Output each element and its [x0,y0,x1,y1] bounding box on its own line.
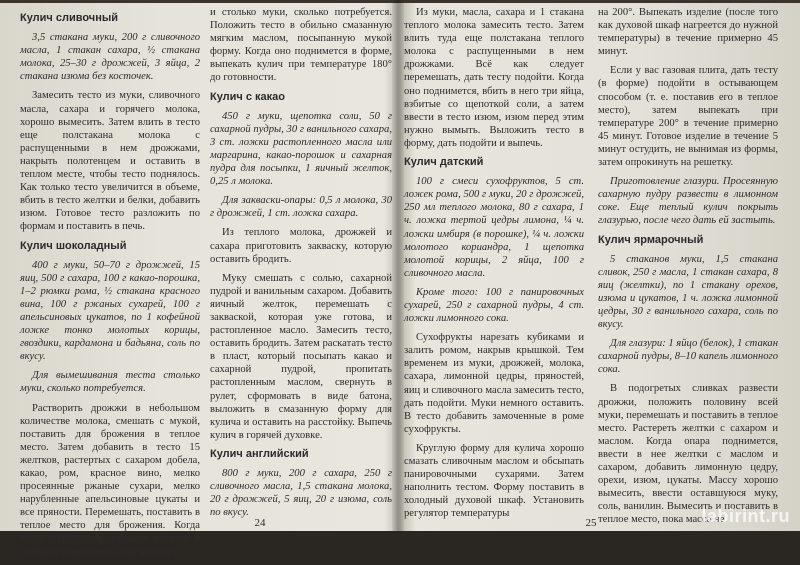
recipe-title: Кулич с какао [210,90,286,103]
page-number-right: 25 [585,517,597,529]
ingredients-text: 5 стаканов муки, 1,5 стакана сливок, 250 г масла, 1 стакан сахара, 8 яиц (желтки), по 1 стакану орехов, изюма и цукатов, 1 ч. ложка лимонной цедры, 30 г ванильного сахара, соль по вкусу. [598,253,778,331]
book-gutter [392,0,404,531]
ingredients-text: 100 г смеси сухофруктов, 5 ст. ложек рома, 500 г муки, 20 г дрожжей, 250 мл теплого молока, 80 г сахара, 1 ч. ложка тертой цедры лимона, ¼ ч. ложки имбиря (в порошке), ¼ ч. ложки молотого кориандра, 1 щепотка молотой корицы, 2 яйца, 100 г сливочного масла. [404,176,584,279]
recipe-title: Кулич шоколадный [20,239,127,252]
page-number-left: 24 [254,517,266,529]
recipe-title: Кулич английский [210,447,309,460]
recipe-title: Кулич датский [404,156,484,169]
ingredients-text: 450 г муки, щепотка соли, 50 г сахарной пудры, 30 г ванильного сахара, 3 ст. ложки растопленного масла или маргарина, какао-порошок и сахарная пудра для посыпки, 1 яичный желток, 0,25 л молока. [210,110,392,188]
ingredients-text: Для закваски-опары: 0,5 л молока, 30 г дрожжей, 1 ст. ложка сахара. [210,195,392,220]
instruction-text: и столько муки, сколько потребуется. Положить тесто в обильно смазанную мягким маслом, посыпанную мукой форму. Когда оно поднимется в форме, выпекать кулич при температуре 180° до готовности. [210,7,392,84]
instruction-text: Растворить дрожжи в небольшом количестве молока, смешать с мукой, поставить для брожения в теплое место. Затем добавить в тесто 15 желтков, растертых с сахаром добела, какао, ром, красное вино, мелко просеянные ржаные сухари, мелко нарубленные апельсиновые цукаты и все пряности. Перемешать, поставить в теплое место для брожения. Когда тесто поднимется, добавить взбитые в стойкую пену белки, соль по вкусу [20,402,200,558]
instruction-text: Замесить тесто из муки, сливочного масла, сахара и горячего молока, хорошо вымесить. Затем влить в тесто еще полстакана молока с распущенными в нем дрожжами, накрыть полотенцем и оставить в теплом месте, чтобы тесто поднялось. Как только тесто увеличится в объеме, вбить в тесто желтки и белки, добавить изюм. Готовое тесто разложить по формам и поставить в печь. [20,90,200,233]
ingredients-text: Приготовление глазури. Просеянную сахарную пудру развести в лимонном соке. Еще теплый кулич покрыть глазурью, после чего дать ей застыть. [598,176,778,227]
ingredients-text: Для глазури: 1 яйцо (белок), 1 стакан сахарной пудры, 8–10 капель лимонного сока. [598,338,778,376]
left-page-column-1 [20,6,200,565]
recipe-title: Кулич ярмарочный [598,233,704,246]
instruction-text: Из теплого молока, дрожжей и сахара приготовить закваску, которую оставить бродить. [210,227,392,265]
right-page-column-1 [404,6,584,526]
instruction-text: Из муки, масла, сахара и 1 стакана теплого молока замесить тесто. Затем влить туда еще полстакана теплого молока с распущенными в нем дрожжами. Всё как следует перемешать, дать тесту подойти. Когда оно поднимется, вбить в него три яйца, взбитые со щепоткой соли, а затем ввести в тесто изюм, изюм перед этим нужно вымыть. Выложить тесто в форму, дать подойти и выпечь. [404,7,584,149]
ingredients-text: 400 г муки, 50–70 г дрожжей, 15 яиц, 500 г сахара, 100 г какао-порошка, 1–2 рюмки рома, ½ стакана красного вина, 100 г ржаных сухарей, 100 г апельсиновых цукатов, по 1 кофейной ложке тонко молотых корицы, гвоздики, кардамона и бадьяна, соль по вкусу. [20,259,200,363]
instruction-text: Муку смешать с солью, сахарной пудрой и ванильным сахаром. Добавить яичный желток, перемешать с закваской, которая уже готова, и растопленное масло. Замесить тесто, оставить бродить. Затем раскатать тесто в пласт, который посыпать какао и сахарной пудрой, пропитать растопленным маслом, свернуть в рулет, сформовать в виде батона, выложить в смазанную форму для кулича и оставить на расстойку. Выпечь кулич в горячей духовке. [210,272,392,441]
recipe-title: Кулич сливочный [20,12,118,24]
ingredients-text: 3,5 стакана муки, 200 г сливочного масла, 1 стакан сахара, ½ стакана молока, 25–30 г дрожжей, 3 яйца, 2 стакана изюма без косточек. [20,32,200,83]
instruction-text: Если у вас газовая плита, дать тесту (в форме) подойти в остывающем способом (т. е. поставив его в теплое место), затем выпекать при температуре 200° в течение примерно 45 минут. Готовое изделие в течение 5 минут остудить, не вынимая из формы, затем опрокинуть на решетку. [598,65,778,169]
left-page [20,0,392,558]
watermark-logo: labirint.ru [701,506,790,526]
ingredients-text: Для вымешивания теста столько муки, сколько потребуется. [20,370,200,395]
instruction-text: на 200°. Выпекать изделие (после того как духовой шкаф нагреется до нужной температуры) в течение примерно 45 минут. [598,7,778,58]
instruction-text: Круглую форму для кулича хорошо смазать сливочным маслом и обсыпать панировочными сухарями. Затем наполнить тестом. Форму поставить в холодный духовой шкаф. Установить регулятор температуры [404,442,584,520]
right-page [404,0,778,531]
ingredients-text: 800 г муки, 200 г сахара, 250 г сливочного масла, 1,5 стакана молока, 20 г дрожжей, 5 яиц, 20 г изюма, соль по вкусу. [210,468,392,519]
instruction-text: В подогретых сливках развести дрожжи, положить половину всей муки, перемешать и поставить в теплое место. Растереть желтки с сахаром и маслом. Когда опара поднимется, ввести в нее желтки с маслом и сахаром, добавить лимонную цедру, орехи, изюм, цукаты. Массу хорошо вымесить, ввести оставшуюся муку, соль, ванилин. Вымесить и поставить в теплое место, пока масса не [598,383,778,526]
ingredients-text: Кроме того: 100 г панировочных сухарей, 250 г сахарной пудры, 4 ст. ложки лимонного сока. [404,286,584,325]
left-page-column-2 [210,6,392,525]
right-page-column-2 [598,6,778,532]
instruction-text: Сухофрукты нарезать кубиками и залить ромом, накрыв крышкой. Тем временем из муки, дрожжей, молока, сахара, лимонной цедры, пряностей, яиц и сливочного масла замесить тесто, дать подойти. Муки немного оставить. В тесто добавить замоченные в роме сухофрукты. [404,332,584,435]
